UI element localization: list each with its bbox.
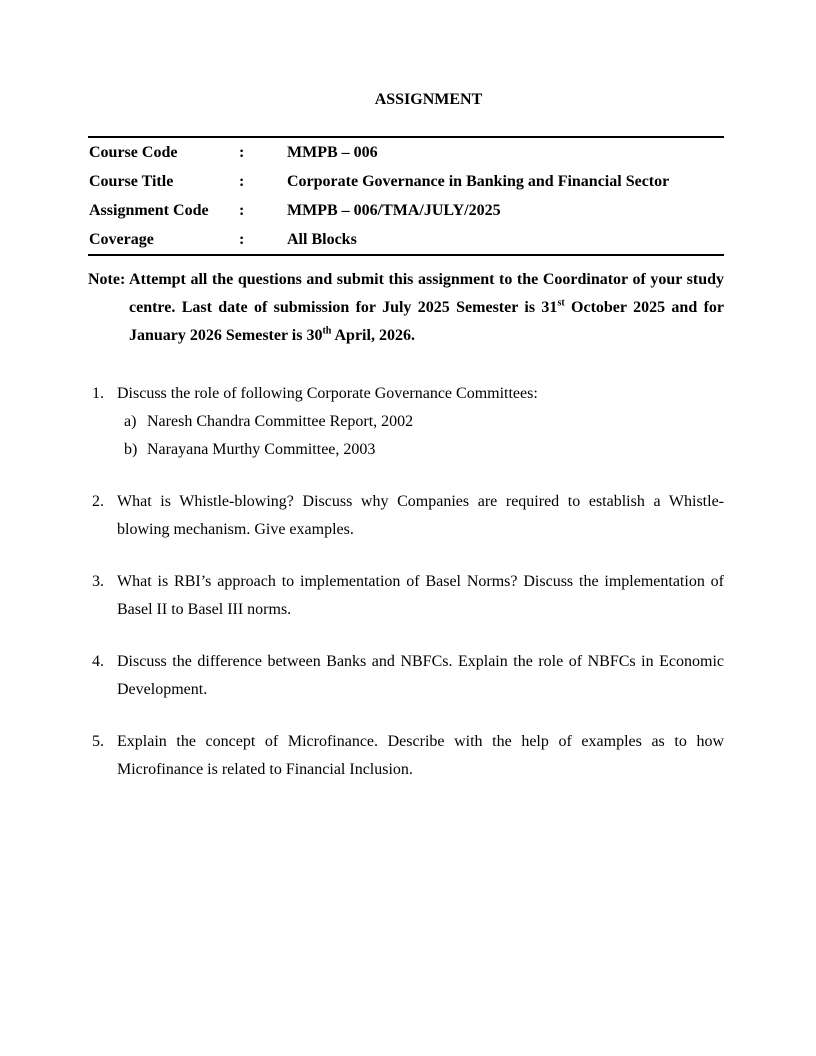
table-row-course-code — [88, 138, 724, 167]
note-superscript-st: st — [557, 297, 565, 309]
sub-item-marker: b) — [124, 441, 138, 458]
question-item-4 — [88, 648, 724, 704]
question-number: 4. — [92, 653, 104, 670]
note-text-3: April, 2026. — [331, 327, 415, 344]
question-text: Discuss the difference between Banks and NBFCs. Explain the role of NBFCs in Economic Development. — [117, 653, 724, 698]
note-superscript-th: th — [322, 325, 332, 337]
note-text-1: Attempt all the questions and submit this assignment to the Coordinator of your study centre. Last date of submission for July 2025 Semester is 31 — [125, 271, 724, 316]
row-separator: : — [239, 173, 245, 190]
note-text-2: October 2025 and for January 2026 Semester is 30 — [129, 299, 725, 344]
row-label: Coverage — [89, 231, 154, 248]
sub-item-marker: a) — [124, 413, 137, 430]
row-label: Assignment Code — [89, 202, 209, 219]
row-separator: : — [239, 231, 245, 248]
sub-item-text: Naresh Chandra Committee Report, 2002 — [147, 413, 414, 430]
row-separator: : — [239, 202, 245, 219]
row-separator: : — [239, 144, 245, 161]
question-item-2 — [88, 488, 724, 544]
row-label: Course Code — [89, 144, 178, 161]
sub-item-a — [117, 408, 724, 436]
table-row-assignment-code — [88, 196, 724, 225]
table-row-course-title — [88, 167, 724, 196]
note-paragraph — [88, 266, 724, 350]
question-item-5 — [88, 728, 724, 784]
question-number: 1. — [92, 385, 104, 402]
sub-item-b — [117, 436, 724, 464]
question-text: What is Whistle-blowing? Discuss why Companies are required to establish a Whistle-blowing mechanism. Give examples. — [117, 493, 724, 538]
table-row-coverage — [88, 225, 724, 254]
row-label: Course Title — [89, 173, 174, 190]
row-value: All Blocks — [287, 231, 357, 248]
page-title: ASSIGNMENT — [374, 91, 483, 108]
course-info-table — [88, 136, 724, 256]
note-label: Note: — [88, 271, 126, 288]
row-value: MMPB – 006/TMA/JULY/2025 — [287, 202, 501, 219]
sub-item-text: Narayana Murthy Committee, 2003 — [147, 441, 376, 458]
row-value: Corporate Governance in Banking and Financial Sector — [287, 173, 670, 190]
question-text: Discuss the role of following Corporate Governance Committees: — [117, 385, 538, 402]
question-number: 5. — [92, 733, 104, 750]
question-text: What is RBI’s approach to implementation of Basel Norms? Discuss the implementation of Basel II to Basel III norms. — [117, 573, 724, 618]
question-text: Explain the concept of Microfinance. Describe with the help of examples as to how Microfinance is related to Financial Inclusion. — [117, 733, 724, 778]
question-item-1 — [88, 380, 724, 464]
question-number: 2. — [92, 493, 104, 510]
question-number: 3. — [92, 573, 104, 590]
row-value: MMPB – 006 — [287, 144, 378, 161]
question-item-3 — [88, 568, 724, 624]
question-list — [88, 380, 724, 784]
